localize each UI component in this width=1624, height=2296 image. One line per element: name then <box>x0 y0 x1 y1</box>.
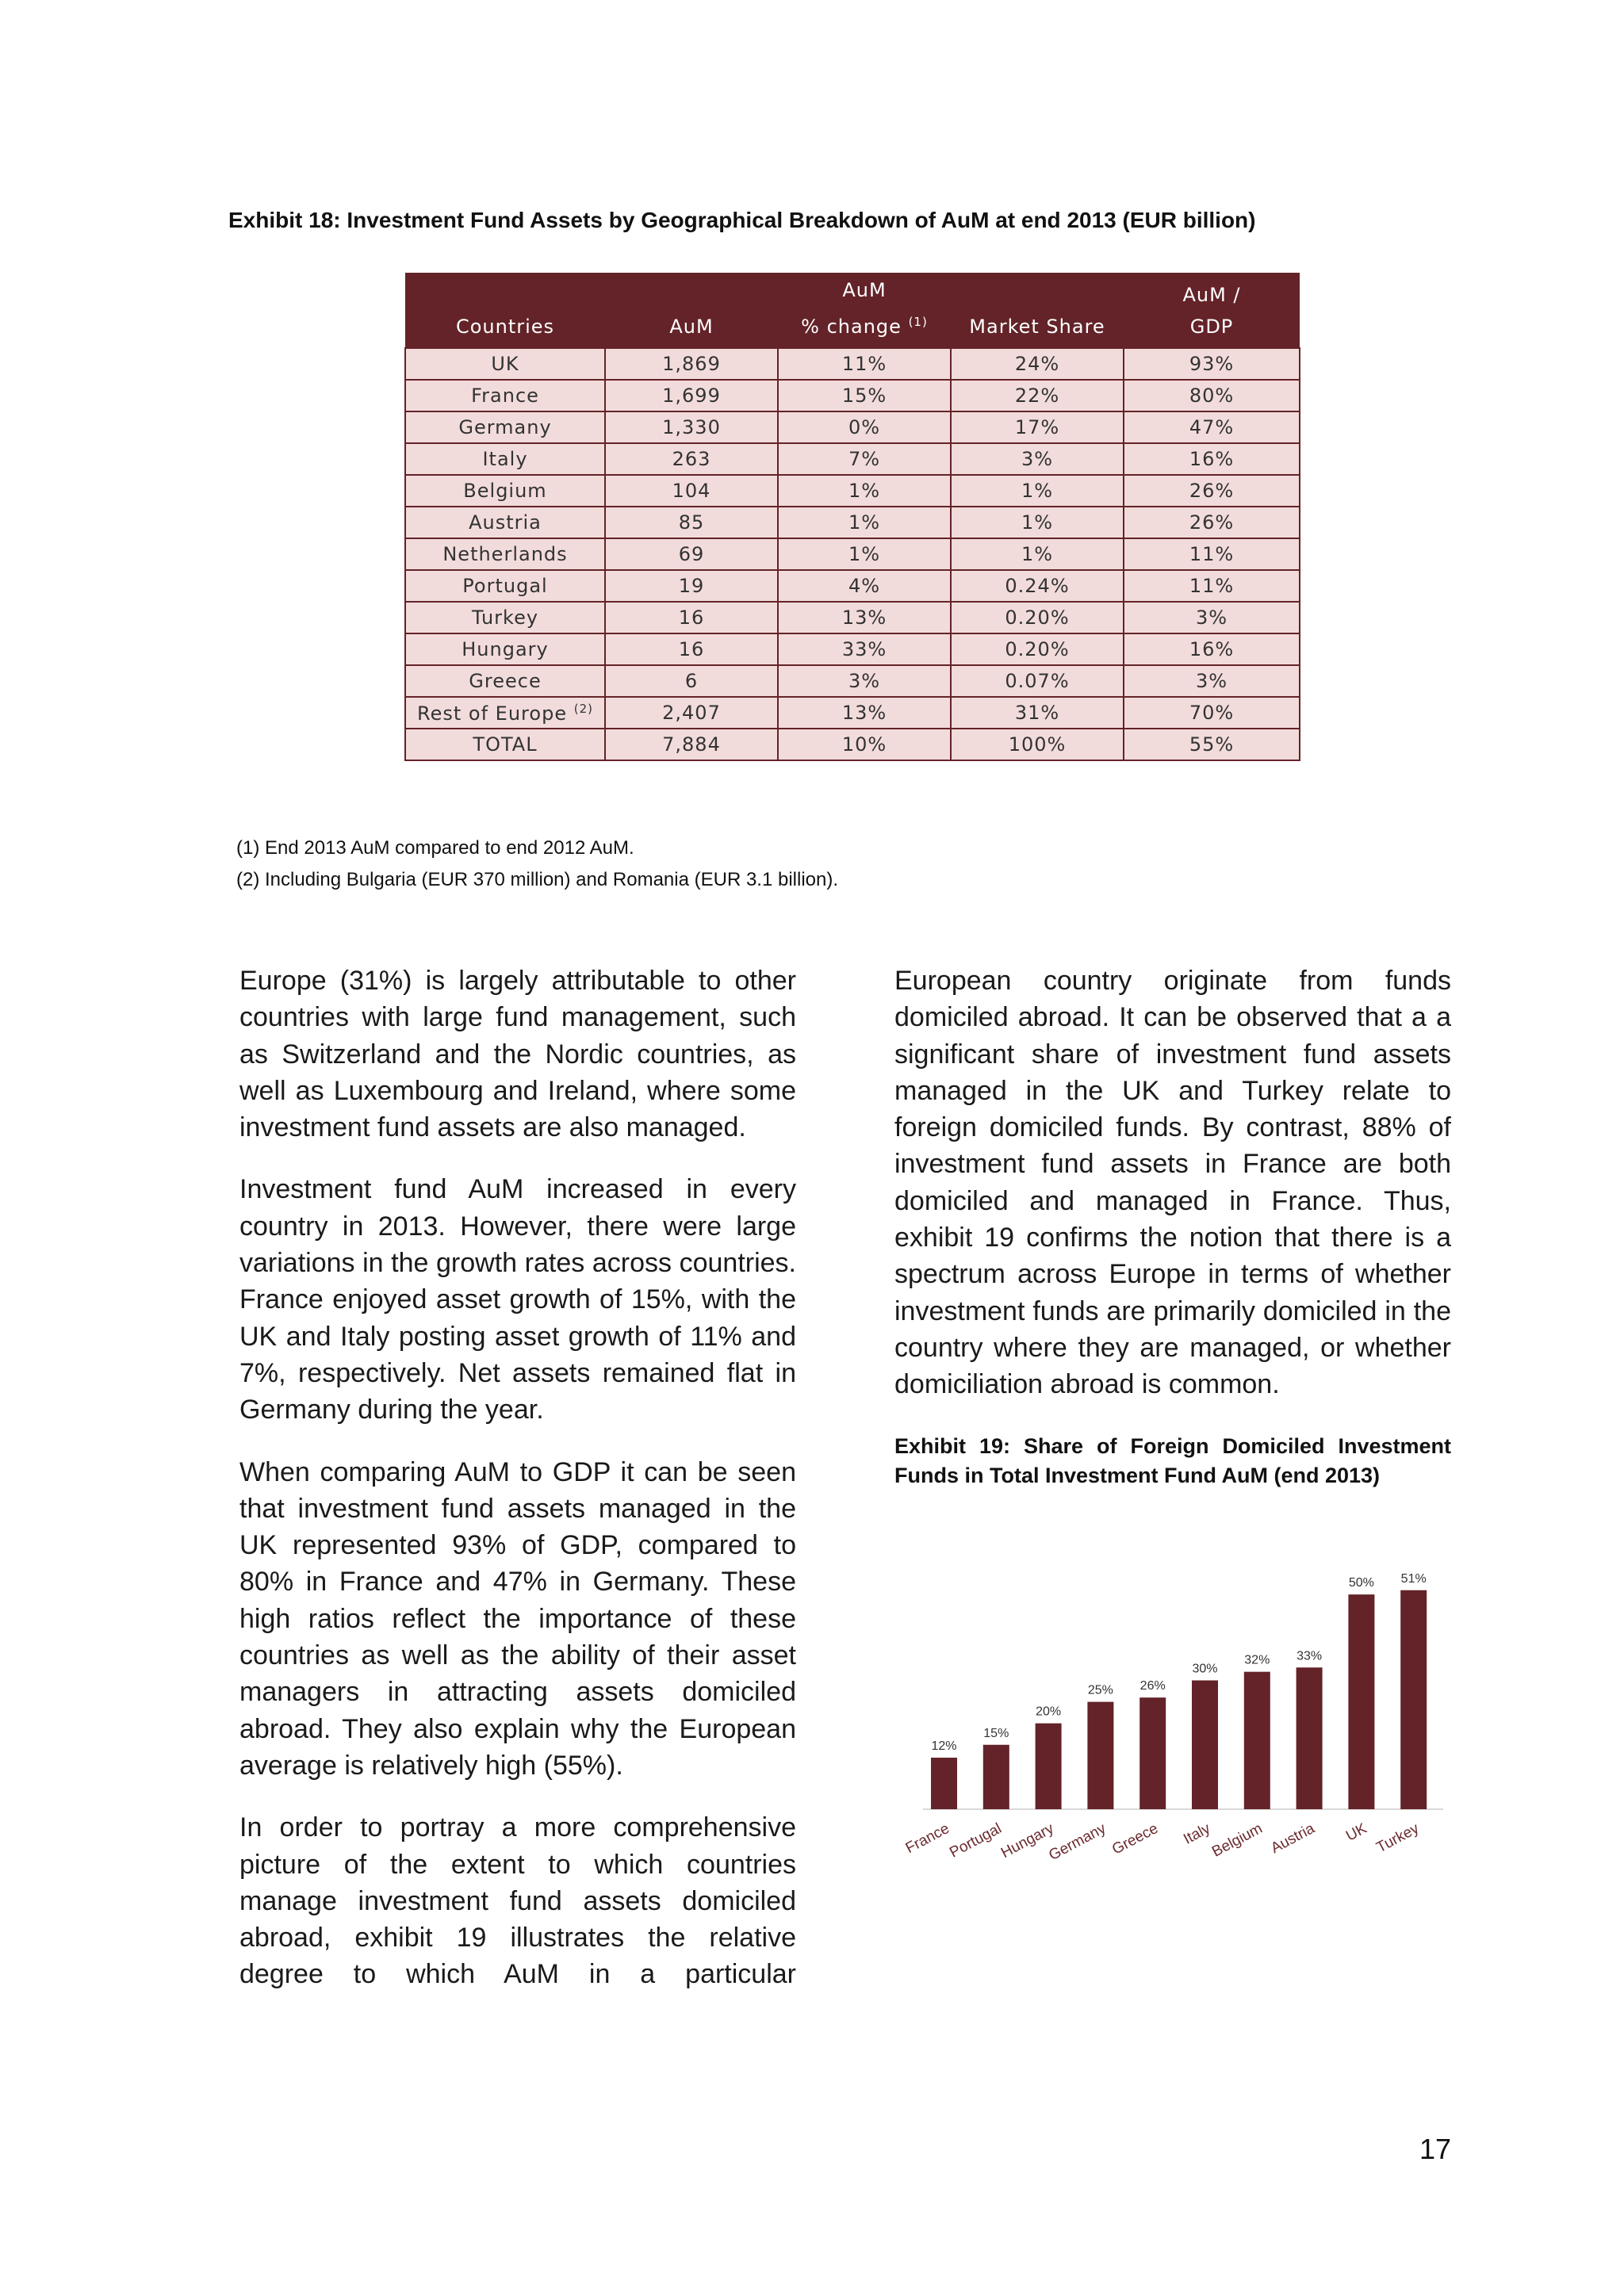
cell-country: France <box>405 380 605 411</box>
cell-aum-gdp: 26% <box>1124 507 1300 538</box>
header-countries: Countries <box>405 273 605 348</box>
paragraph: In order to portray a more comprehensive picture of the extent to which countries manage investment fund assets domiciled abroad, exhibit 19 illustrates the relative degree to which AuM in a particular <box>239 1812 796 1990</box>
cell-aum-gdp: 11% <box>1124 538 1300 570</box>
cell-aum-gdp: 16% <box>1124 633 1300 665</box>
table-row <box>405 697 1300 729</box>
category-label: UK <box>1343 1820 1370 1845</box>
cell-aum: 69 <box>605 538 778 570</box>
category-label: Turkey <box>1373 1820 1423 1857</box>
page-number: 17 <box>1419 2133 1452 2165</box>
aum-table-header <box>405 273 1300 348</box>
bar-value-label: 51% <box>1400 1571 1427 1586</box>
cell-aum-gdp: 70% <box>1124 697 1300 729</box>
bar-value-label: 50% <box>1348 1576 1374 1590</box>
exhibit19-title: Exhibit 19: Share of Foreign Domiciled Investment Funds in Total Investment Fund AuM (end 2013) <box>894 1434 1451 1487</box>
cell-aum: 1,330 <box>605 411 778 443</box>
cell-aum-gdp: 47% <box>1124 411 1300 443</box>
cell-aum-gdp: 11% <box>1124 570 1300 602</box>
bar-italy <box>1192 1681 1218 1810</box>
bar-value-label: 15% <box>983 1726 1009 1740</box>
cell-aum: 1,869 <box>605 348 778 380</box>
header-market-share: Market Share <box>951 273 1124 348</box>
cell-aum: 1,699 <box>605 380 778 411</box>
category-label: Belgium <box>1209 1820 1266 1861</box>
table-row <box>405 443 1300 475</box>
cell-country: Belgium <box>405 475 605 507</box>
cell-market-share: 24% <box>951 348 1124 380</box>
category-label: Austria <box>1268 1820 1318 1858</box>
cell-change: 3% <box>778 665 951 697</box>
footnote-1: (1) End 2013 AuM compared to end 2012 AuM. <box>236 837 634 859</box>
bar-value-label: 20% <box>1036 1705 1062 1719</box>
category-label: Greece <box>1109 1820 1162 1858</box>
exhibit18-title: Exhibit 18: Investment Fund Assets by Geographical Breakdown of AuM at end 2013 (EUR billion) <box>228 208 1256 232</box>
cell-market-share: 17% <box>951 411 1124 443</box>
cell-change: 13% <box>778 602 951 633</box>
bar-hungary <box>1036 1724 1062 1809</box>
table-row <box>405 507 1300 538</box>
bar-value-label: 26% <box>1139 1679 1166 1693</box>
cell-market-share: 31% <box>951 697 1124 729</box>
table-row <box>405 729 1300 760</box>
header-aum-gdp: AuM / GDP <box>1124 273 1300 348</box>
cell-country: Rest of Europe $^{(2)}$ <box>405 697 605 729</box>
cell-aum-gdp: 3% <box>1124 665 1300 697</box>
cell-aum: 7,884 <box>605 729 778 760</box>
aum-table <box>404 273 1300 761</box>
bar-portugal <box>983 1745 1009 1809</box>
table-row <box>405 633 1300 665</box>
cell-country: UK <box>405 348 605 380</box>
cell-change: 11% <box>778 348 951 380</box>
cell-change: 1% <box>778 507 951 538</box>
cell-country: Austria <box>405 507 605 538</box>
bar-value-label: 12% <box>931 1739 957 1753</box>
right-column <box>894 962 1451 1403</box>
cell-market-share: 3% <box>951 443 1124 475</box>
cell-change: 1% <box>778 538 951 570</box>
category-label: Hungary <box>998 1820 1057 1862</box>
paragraph: When comparing AuM to GDP it can be seen that investment fund assets managed in the UK represented 93% of GDP, compared to 80% in France and 47% in Germany. These high ratios reflect the importance of these countries as well as the ability of their asset managers in attracting assets domiciled abroad. They also explain why the European average is relatively high (55%). <box>239 1456 796 1781</box>
table-row <box>405 602 1300 633</box>
aum-table-body <box>405 348 1300 760</box>
bar-value-label: 33% <box>1297 1649 1323 1663</box>
bar-value-label: 32% <box>1244 1653 1270 1667</box>
cell-aum: 263 <box>605 443 778 475</box>
cell-aum: 6 <box>605 665 778 697</box>
category-label: Germany <box>1046 1820 1109 1865</box>
cell-aum-gdp: 26% <box>1124 475 1300 507</box>
left-column <box>239 962 796 2019</box>
cell-aum: 16 <box>605 633 778 665</box>
cell-market-share: 100% <box>951 729 1124 760</box>
cell-country: Hungary <box>405 633 605 665</box>
bar-belgium <box>1244 1672 1270 1809</box>
table-row <box>405 411 1300 443</box>
bar-value-label: 25% <box>1087 1683 1113 1697</box>
category-label: France <box>902 1820 952 1858</box>
cell-aum-gdp: 3% <box>1124 602 1300 633</box>
table-row <box>405 348 1300 380</box>
cell-aum: 16 <box>605 602 778 633</box>
paragraph: Investment fund AuM increased in every country in 2013. However, there were large variations in the growth rates across countries. France enjoyed asset growth of 15%, with the UK and Italy posting asset growth of 11% and 7%, respectively. Net assets remained flat in Germany during the year. <box>239 1174 796 1425</box>
table-row <box>405 538 1300 570</box>
cell-change: 4% <box>778 570 951 602</box>
cell-country: TOTAL <box>405 729 605 760</box>
table-row <box>405 475 1300 507</box>
paragraph: Europe (31%) is largely attributable to other countries with large fund management, such as Switzerland and the Nordic countries, as well as Luxembourg and Ireland, where some investment fund assets are also managed. <box>239 966 796 1143</box>
cell-aum-gdp: 16% <box>1124 443 1300 475</box>
header-aum: AuM <box>605 273 778 348</box>
bar-greece <box>1139 1697 1166 1809</box>
cell-market-share: 1% <box>951 538 1124 570</box>
cell-change: 13% <box>778 697 951 729</box>
cell-aum: 104 <box>605 475 778 507</box>
bar-austria <box>1297 1667 1323 1809</box>
cell-market-share: 0.07% <box>951 665 1124 697</box>
cell-change: 15% <box>778 380 951 411</box>
bar-uk <box>1348 1594 1374 1809</box>
cell-aum: 2,407 <box>605 697 778 729</box>
cell-change: 10% <box>778 729 951 760</box>
cell-market-share: 22% <box>951 380 1124 411</box>
footnote-ref: (2) <box>573 701 593 716</box>
bar-germany <box>1087 1702 1113 1809</box>
cell-country: Greece <box>405 665 605 697</box>
table-row <box>405 665 1300 697</box>
cell-change: 33% <box>778 633 951 665</box>
cell-market-share: 0.20% <box>951 602 1124 633</box>
cell-country: Italy <box>405 443 605 475</box>
paragraph: European country originate from funds domiciled abroad. It can be observed that a a significant share of investment fund assets managed in the UK and Turkey relate to foreign domiciled funds. By contrast, 88% of investment fund assets in France are both domiciled and managed in France. Thus, exhibit 19 confirms the notion that there is a spectrum across Europe in terms of whether investment funds are primarily domiciled in the country where they are managed, or whether domiciliation abroad is common. <box>894 966 1451 1400</box>
header-change: AuM % change $^{(1)}$ <box>778 273 951 348</box>
cell-market-share: 0.20% <box>951 633 1124 665</box>
bar-turkey <box>1400 1590 1427 1809</box>
category-label: Portugal <box>947 1820 1005 1862</box>
cell-aum: 19 <box>605 570 778 602</box>
table-row <box>405 570 1300 602</box>
cell-change: 0% <box>778 411 951 443</box>
cell-aum-gdp: 55% <box>1124 729 1300 760</box>
cell-country: Turkey <box>405 602 605 633</box>
cell-change: 7% <box>778 443 951 475</box>
cell-market-share: 0.24% <box>951 570 1124 602</box>
cell-aum-gdp: 80% <box>1124 380 1300 411</box>
cell-country: Portugal <box>405 570 605 602</box>
footnote-2: (2) Including Bulgaria (EUR 370 million) and Romania (EUR 3.1 billion). <box>236 869 838 890</box>
cell-change: 1% <box>778 475 951 507</box>
cell-country: Netherlands <box>405 538 605 570</box>
exhibit19-bar-chart <box>888 1538 1459 1887</box>
cell-market-share: 1% <box>951 475 1124 507</box>
cell-country: Germany <box>405 411 605 443</box>
bar-france <box>931 1758 957 1809</box>
cell-market-share: 1% <box>951 507 1124 538</box>
category-label: Italy <box>1181 1820 1213 1848</box>
bar-value-label: 30% <box>1192 1662 1218 1676</box>
table-row <box>405 380 1300 411</box>
cell-aum-gdp: 93% <box>1124 348 1300 380</box>
cell-aum: 85 <box>605 507 778 538</box>
